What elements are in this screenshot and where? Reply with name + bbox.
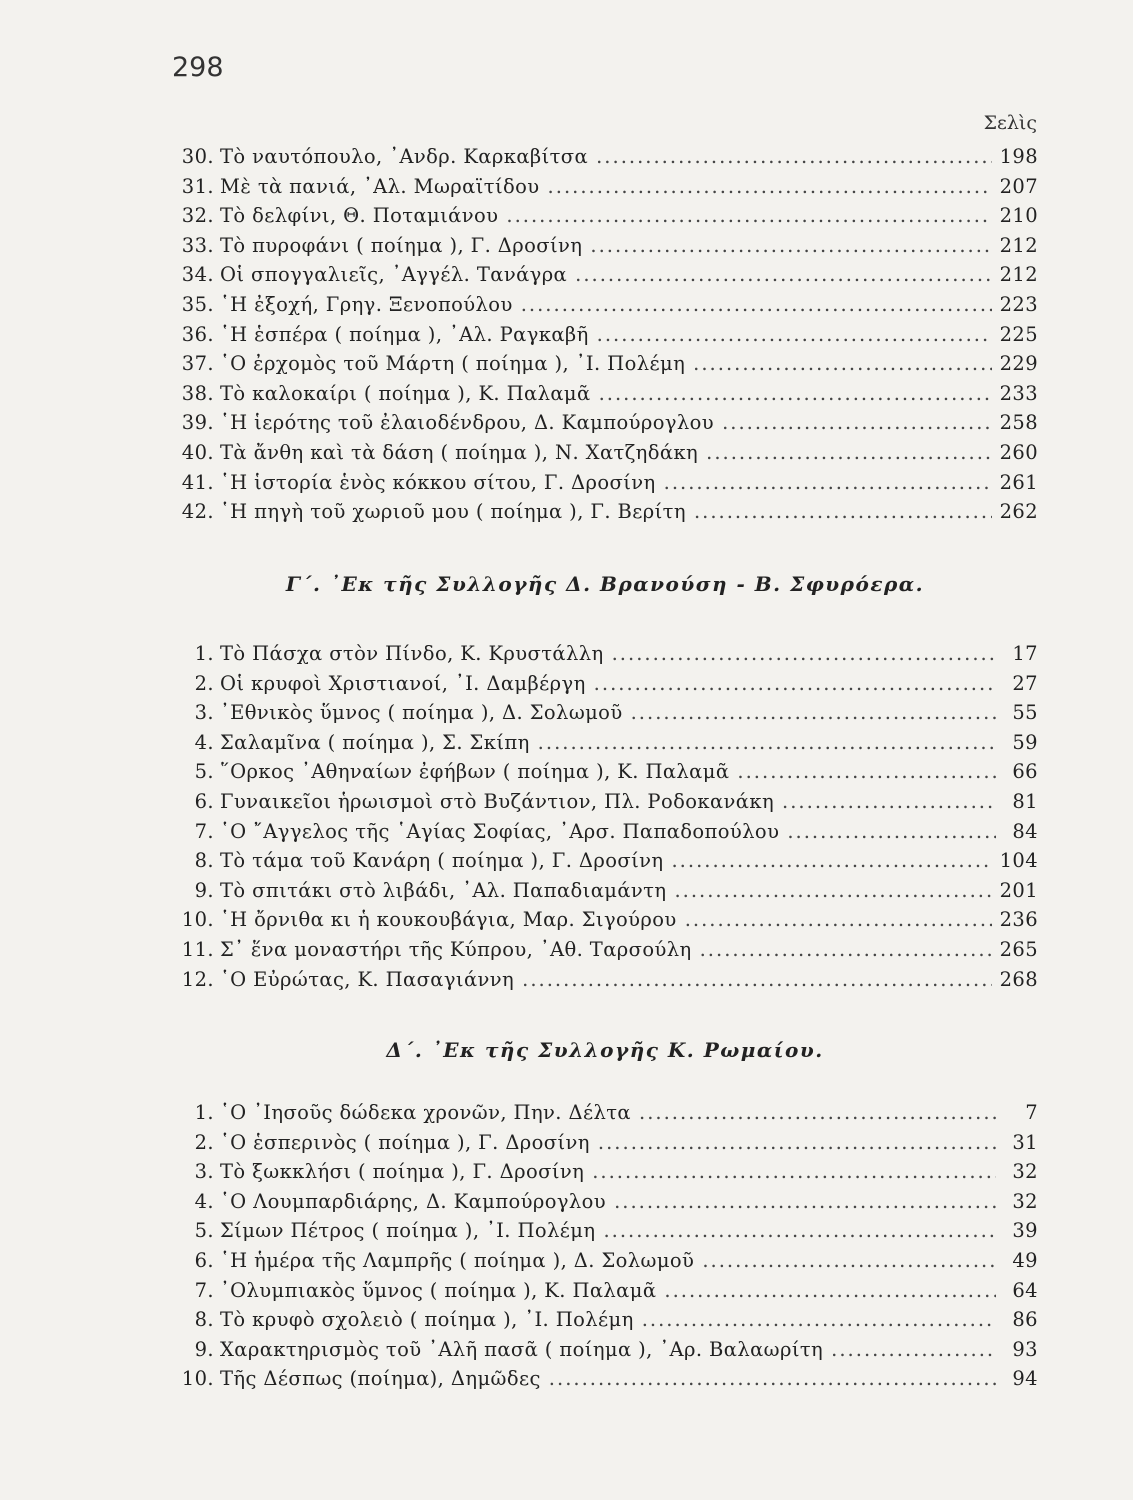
toc-entry-title: ῾Η ἱερότης τοῦ ἐλαιοδένδρου, Δ. Καμπούρογλου <box>220 411 715 435</box>
toc-entry <box>172 323 1038 353</box>
toc-entry-number: 5. <box>194 1219 214 1243</box>
toc-entry-title: Τὸ δελφίνι, Θ. Ποταμιάνου <box>220 204 499 228</box>
toc-entry-page: 258 <box>999 411 1038 435</box>
toc-entry <box>172 352 1038 382</box>
toc-leader-dots <box>702 1249 996 1272</box>
toc-entry-page: 262 <box>999 500 1038 524</box>
toc-leader-dots <box>596 145 991 168</box>
toc-entry-page: 27 <box>1012 671 1038 695</box>
toc-entry <box>172 1131 1038 1161</box>
section-heading-c: Γ΄. ᾿Εκ τῆς Συλλογῆς Δ. Βρανούση - Β. Σφυρόερα. <box>285 572 925 596</box>
toc-entry <box>172 1160 1038 1190</box>
toc-entry-title: Τὰ ἄνθη καὶ τὰ δάση ( ποίημα ), Ν. Χατζηδάκη <box>220 440 699 464</box>
toc-entry-number: 36. <box>181 322 214 346</box>
toc-leader-dots <box>694 500 992 523</box>
toc-entry <box>172 1367 1038 1397</box>
toc-entry-page: 39 <box>1012 1219 1038 1243</box>
toc-leader-dots <box>674 879 991 902</box>
toc-entry <box>172 145 1038 175</box>
toc-entry <box>172 849 1038 879</box>
toc-entry-title: Τὸ τάμα τοῦ Κανάρη ( ποίημα ), Γ. Δροσίνη <box>220 849 664 873</box>
toc-entry-number: 31. <box>181 174 214 198</box>
toc-entry-number: 6. <box>194 1248 214 1272</box>
toc-entry-page: 260 <box>999 440 1038 464</box>
toc-entry-page: 59 <box>1012 730 1038 754</box>
toc-leader-dots <box>642 1308 996 1331</box>
toc-entry-number: 11. <box>181 937 214 961</box>
toc-leader-dots <box>590 234 991 257</box>
toc-leader-dots <box>538 731 996 754</box>
toc-entry <box>172 1338 1038 1368</box>
toc-leader-dots <box>722 411 992 434</box>
toc-leader-dots <box>597 323 992 346</box>
toc-entry <box>172 672 1038 702</box>
toc-entry <box>172 968 1038 998</box>
toc-entry <box>172 760 1038 790</box>
toc-entry-title: ῾Ο ἑσπερινὸς ( ποίημα ), Γ. Δροσίνη <box>220 1130 590 1154</box>
toc-entry-page: 7 <box>1025 1101 1038 1124</box>
page-number: 298 <box>172 52 224 83</box>
toc-entry-number: 32. <box>181 204 214 228</box>
toc-entry-title: Τὸ ξωκκλήσι ( ποίημα ), Γ. Δροσίνη <box>220 1160 585 1184</box>
toc-entry <box>172 1219 1038 1249</box>
toc-entry-number: 2. <box>194 671 214 695</box>
toc-entry-number: 7. <box>194 819 214 843</box>
toc-entry-title: ῾Η ἱστορία ἑνὸς κόκκου σίτου, Γ. Δροσίνη <box>220 470 656 494</box>
toc-entry <box>172 234 1038 264</box>
toc-leader-dots <box>594 672 996 695</box>
toc-entry-page: 198 <box>999 145 1038 168</box>
toc-leader-dots <box>782 790 996 813</box>
toc-entry-number: 30. <box>181 145 214 168</box>
toc-entry-number: 10. <box>181 908 214 932</box>
toc-entry-title: Σ᾿ ἕνα μοναστήρι τῆς Κύπρου, ᾿Αθ. Ταρσούλη <box>220 937 692 961</box>
toc-entry-title: Γυναικεῖοι ἡρωισμοὶ στὸ Βυζάντιον, Πλ. Ροδοκανάκη <box>220 789 775 813</box>
toc-leader-dots <box>631 701 996 724</box>
toc-entry-title: Σίμων Πέτρος ( ποίημα ), ᾿Ι. Πολέμη <box>220 1219 596 1243</box>
toc-entry <box>172 471 1038 501</box>
toc-entry-title: ῾Ο ἐρχομὸς τοῦ Μάρτη ( ποίημα ), ᾿Ι. Πολέμη <box>220 352 686 376</box>
toc-leader-dots <box>671 849 991 872</box>
toc-entry-title: ῾Ο ῎Αγγελος τῆς ῾Αγίας Σοφίας, ᾿Αρσ. Παπαδοπούλου <box>220 819 780 843</box>
toc-entry-number: 7. <box>194 1278 214 1302</box>
section-heading-d: Δ΄. ᾿Εκ τῆς Συλλογῆς Κ. Ρωμαίου. <box>386 1038 824 1062</box>
toc-entry-number: 33. <box>181 233 214 257</box>
toc-entry-title: Οἱ σπογγαλιεῖς, ᾿Αγγέλ. Τανάγρα <box>220 263 568 287</box>
toc-entry-title: ῾Ο ᾿Ιησοῦς δώδεκα χρονῶν, Πην. Δέλτα <box>220 1101 631 1124</box>
toc-entry-number: 4. <box>194 1189 214 1213</box>
toc-entry-title: Τὸ κρυφὸ σχολειὸ ( ποίημα ), ᾿Ι. Πολέμη <box>220 1308 634 1332</box>
toc-leader-dots <box>693 352 991 375</box>
toc-entry-page: 104 <box>999 849 1038 873</box>
toc-entry-page: 201 <box>999 878 1038 902</box>
toc-entry-page: 261 <box>999 470 1038 494</box>
toc-leader-dots <box>737 760 996 783</box>
toc-entry <box>172 1308 1038 1338</box>
toc-leader-dots <box>614 1190 996 1213</box>
toc-entry-title: Χαρακτηρισμὸς τοῦ ᾿Αλῆ πασᾶ ( ποίημα ), ᾿Αρ. Βαλαωρίτη <box>220 1337 824 1361</box>
toc-leader-dots <box>700 938 992 961</box>
toc-entry <box>172 411 1038 441</box>
toc-entry-page: 86 <box>1012 1308 1038 1332</box>
toc-entry-number: 3. <box>194 1160 214 1184</box>
toc-entry-page: 212 <box>999 263 1038 287</box>
toc-entry-title: ῾Η ὄρνιθα κι ἡ κουκουβάγια, Μαρ. Σιγούρου <box>220 908 677 932</box>
toc-entry-title: Τῆς Δέσπως (ποίημα), Δημῶδες <box>220 1367 541 1391</box>
toc-entry-title: ῾Ο Εὐρώτας, Κ. Πασαγιάννη <box>220 967 515 991</box>
toc-entry-title: ᾿Ολυμπιακὸς ὕμνος ( ποίημα ), Κ. Παλαμᾶ <box>220 1278 657 1302</box>
toc-entry <box>172 382 1038 412</box>
toc-entry-number: 5. <box>194 760 214 784</box>
toc-entry-number: 9. <box>194 1337 214 1361</box>
toc-list-section-c <box>172 642 1038 997</box>
toc-leader-dots <box>549 1367 996 1390</box>
toc-entry-page: 17 <box>1012 642 1038 665</box>
toc-entry <box>172 908 1038 938</box>
toc-leader-dots <box>706 441 991 464</box>
toc-leader-dots <box>685 908 992 931</box>
toc-entry-number: 1. <box>194 642 214 665</box>
toc-entry-number: 8. <box>194 1308 214 1332</box>
toc-entry-page: 55 <box>1012 701 1038 725</box>
toc-entry-number: 10. <box>181 1367 214 1391</box>
toc-entry-number: 12. <box>181 967 214 991</box>
toc-leader-dots <box>664 471 992 494</box>
toc-entry-number: 1. <box>194 1101 214 1124</box>
toc-entry <box>172 879 1038 909</box>
toc-entry <box>172 1190 1038 1220</box>
toc-leader-dots <box>598 1131 996 1154</box>
toc-list-section-b <box>172 145 1038 530</box>
toc-leader-dots <box>599 382 992 405</box>
toc-entry <box>172 790 1038 820</box>
toc-leader-dots <box>664 1279 996 1302</box>
toc-entry <box>172 500 1038 530</box>
toc-entry-title: Τὸ ναυτόπουλο, ᾿Ανδρ. Καρκαβίτσα <box>220 145 589 168</box>
toc-entry-number: 34. <box>181 263 214 287</box>
toc-entry-page: 225 <box>999 322 1038 346</box>
toc-entry-page: 229 <box>999 352 1038 376</box>
toc-entry-number: 3. <box>194 701 214 725</box>
toc-entry-title: ῾Η ἑσπέρα ( ποίημα ), ᾿Αλ. Ραγκαβῆ <box>220 322 589 346</box>
toc-entry <box>172 204 1038 234</box>
toc-entry-number: 37. <box>181 352 214 376</box>
toc-entry-title: ῾Η ἐξοχή, Γρηγ. Ξενοπούλου <box>220 292 513 316</box>
toc-entry-page: 32 <box>1012 1189 1038 1213</box>
toc-entry <box>172 263 1038 293</box>
toc-entry <box>172 293 1038 323</box>
toc-leader-dots <box>522 968 991 991</box>
toc-entry-title: ῞Ορκος ᾿Αθηναίων ἐφήβων ( ποίημα ), Κ. Παλαμᾶ <box>220 760 730 784</box>
toc-leader-dots <box>612 642 996 665</box>
toc-entry-title: Μὲ τὰ πανιά, ᾿Αλ. Μωραϊτίδου <box>220 174 540 198</box>
toc-leader-dots <box>603 1219 996 1242</box>
toc-entry-title: Τὸ πυροφάνι ( ποίημα ), Γ. Δροσίνη <box>220 233 583 257</box>
toc-entry-page: 236 <box>999 908 1038 932</box>
page-column-header: Σελὶς <box>983 112 1037 134</box>
toc-entry-title: Τὸ Πάσχα στὸν Πίνδο, Κ. Κρυστάλλη <box>220 642 604 665</box>
toc-entry-title: Τὸ καλοκαίρι ( ποίημα ), Κ. Παλαμᾶ <box>220 381 591 405</box>
toc-leader-dots <box>506 204 991 227</box>
toc-entry <box>172 1101 1038 1131</box>
toc-entry-number: 8. <box>194 849 214 873</box>
toc-entry-number: 41. <box>181 470 214 494</box>
toc-entry <box>172 820 1038 850</box>
toc-entry-page: 49 <box>1012 1248 1038 1272</box>
toc-entry-page: 94 <box>1012 1367 1038 1391</box>
toc-entry <box>172 731 1038 761</box>
toc-entry-title: ῾Η πηγὴ τοῦ χωριοῦ μου ( ποίημα ), Γ. Βερίτη <box>220 500 686 524</box>
toc-entry <box>172 1249 1038 1279</box>
toc-entry-title: ῾Η ἡμέρα τῆς Λαμπρῆς ( ποίημα ), Δ. Σολωμοῦ <box>220 1248 695 1272</box>
toc-leader-dots <box>592 1160 996 1183</box>
toc-entry-number: 35. <box>181 292 214 316</box>
toc-entry <box>172 642 1038 672</box>
toc-entry-page: 81 <box>1012 789 1038 813</box>
toc-entry-page: 223 <box>999 292 1038 316</box>
toc-entry-page: 268 <box>999 967 1038 991</box>
toc-leader-dots <box>639 1101 996 1124</box>
toc-entry <box>172 1279 1038 1309</box>
toc-entry-title: ῾Ο Λουμπαρδιάρης, Δ. Καμπούρογλου <box>220 1189 607 1213</box>
toc-entry-number: 9. <box>194 878 214 902</box>
toc-entry-page: 84 <box>1012 819 1038 843</box>
toc-entry-page: 64 <box>1012 1278 1038 1302</box>
toc-leader-dots <box>548 175 992 198</box>
toc-entry <box>172 938 1038 968</box>
toc-entry-page: 207 <box>999 174 1038 198</box>
toc-list-section-d <box>172 1101 1038 1397</box>
toc-entry-page: 93 <box>1012 1337 1038 1361</box>
toc-entry-page: 32 <box>1012 1160 1038 1184</box>
toc-entry-number: 40. <box>181 440 214 464</box>
toc-entry-number: 39. <box>181 411 214 435</box>
toc-entry <box>172 175 1038 205</box>
toc-leader-dots <box>575 263 991 286</box>
toc-leader-dots <box>787 820 996 843</box>
toc-entry-page: 31 <box>1012 1130 1038 1154</box>
toc-leader-dots <box>521 293 992 316</box>
toc-entry-number: 42. <box>181 500 214 524</box>
toc-entry-page: 66 <box>1012 760 1038 784</box>
toc-entry-page: 233 <box>999 381 1038 405</box>
toc-entry-number: 4. <box>194 730 214 754</box>
toc-entry-number: 6. <box>194 789 214 813</box>
toc-entry-title: Τὸ σπιτάκι στὸ λιβάδι, ᾿Αλ. Παπαδιαμάντη <box>220 878 667 902</box>
toc-entry <box>172 441 1038 471</box>
toc-entry-page: 265 <box>999 937 1038 961</box>
toc-entry-number: 38. <box>181 381 214 405</box>
toc-entry-title: ᾿Εθνικὸς ὕμνος ( ποίημα ), Δ. Σολωμοῦ <box>220 701 623 725</box>
toc-leader-dots <box>831 1338 996 1361</box>
toc-entry <box>172 701 1038 731</box>
toc-entry-title: Σαλαμῖνα ( ποίημα ), Σ. Σκίπη <box>220 730 530 754</box>
toc-entry-page: 210 <box>999 204 1038 228</box>
toc-entry-page: 212 <box>999 233 1038 257</box>
toc-entry-number: 2. <box>194 1130 214 1154</box>
toc-entry-title: Οἱ κρυφοὶ Χριστιανοί, ᾿Ι. Δαμβέργη <box>220 671 586 695</box>
